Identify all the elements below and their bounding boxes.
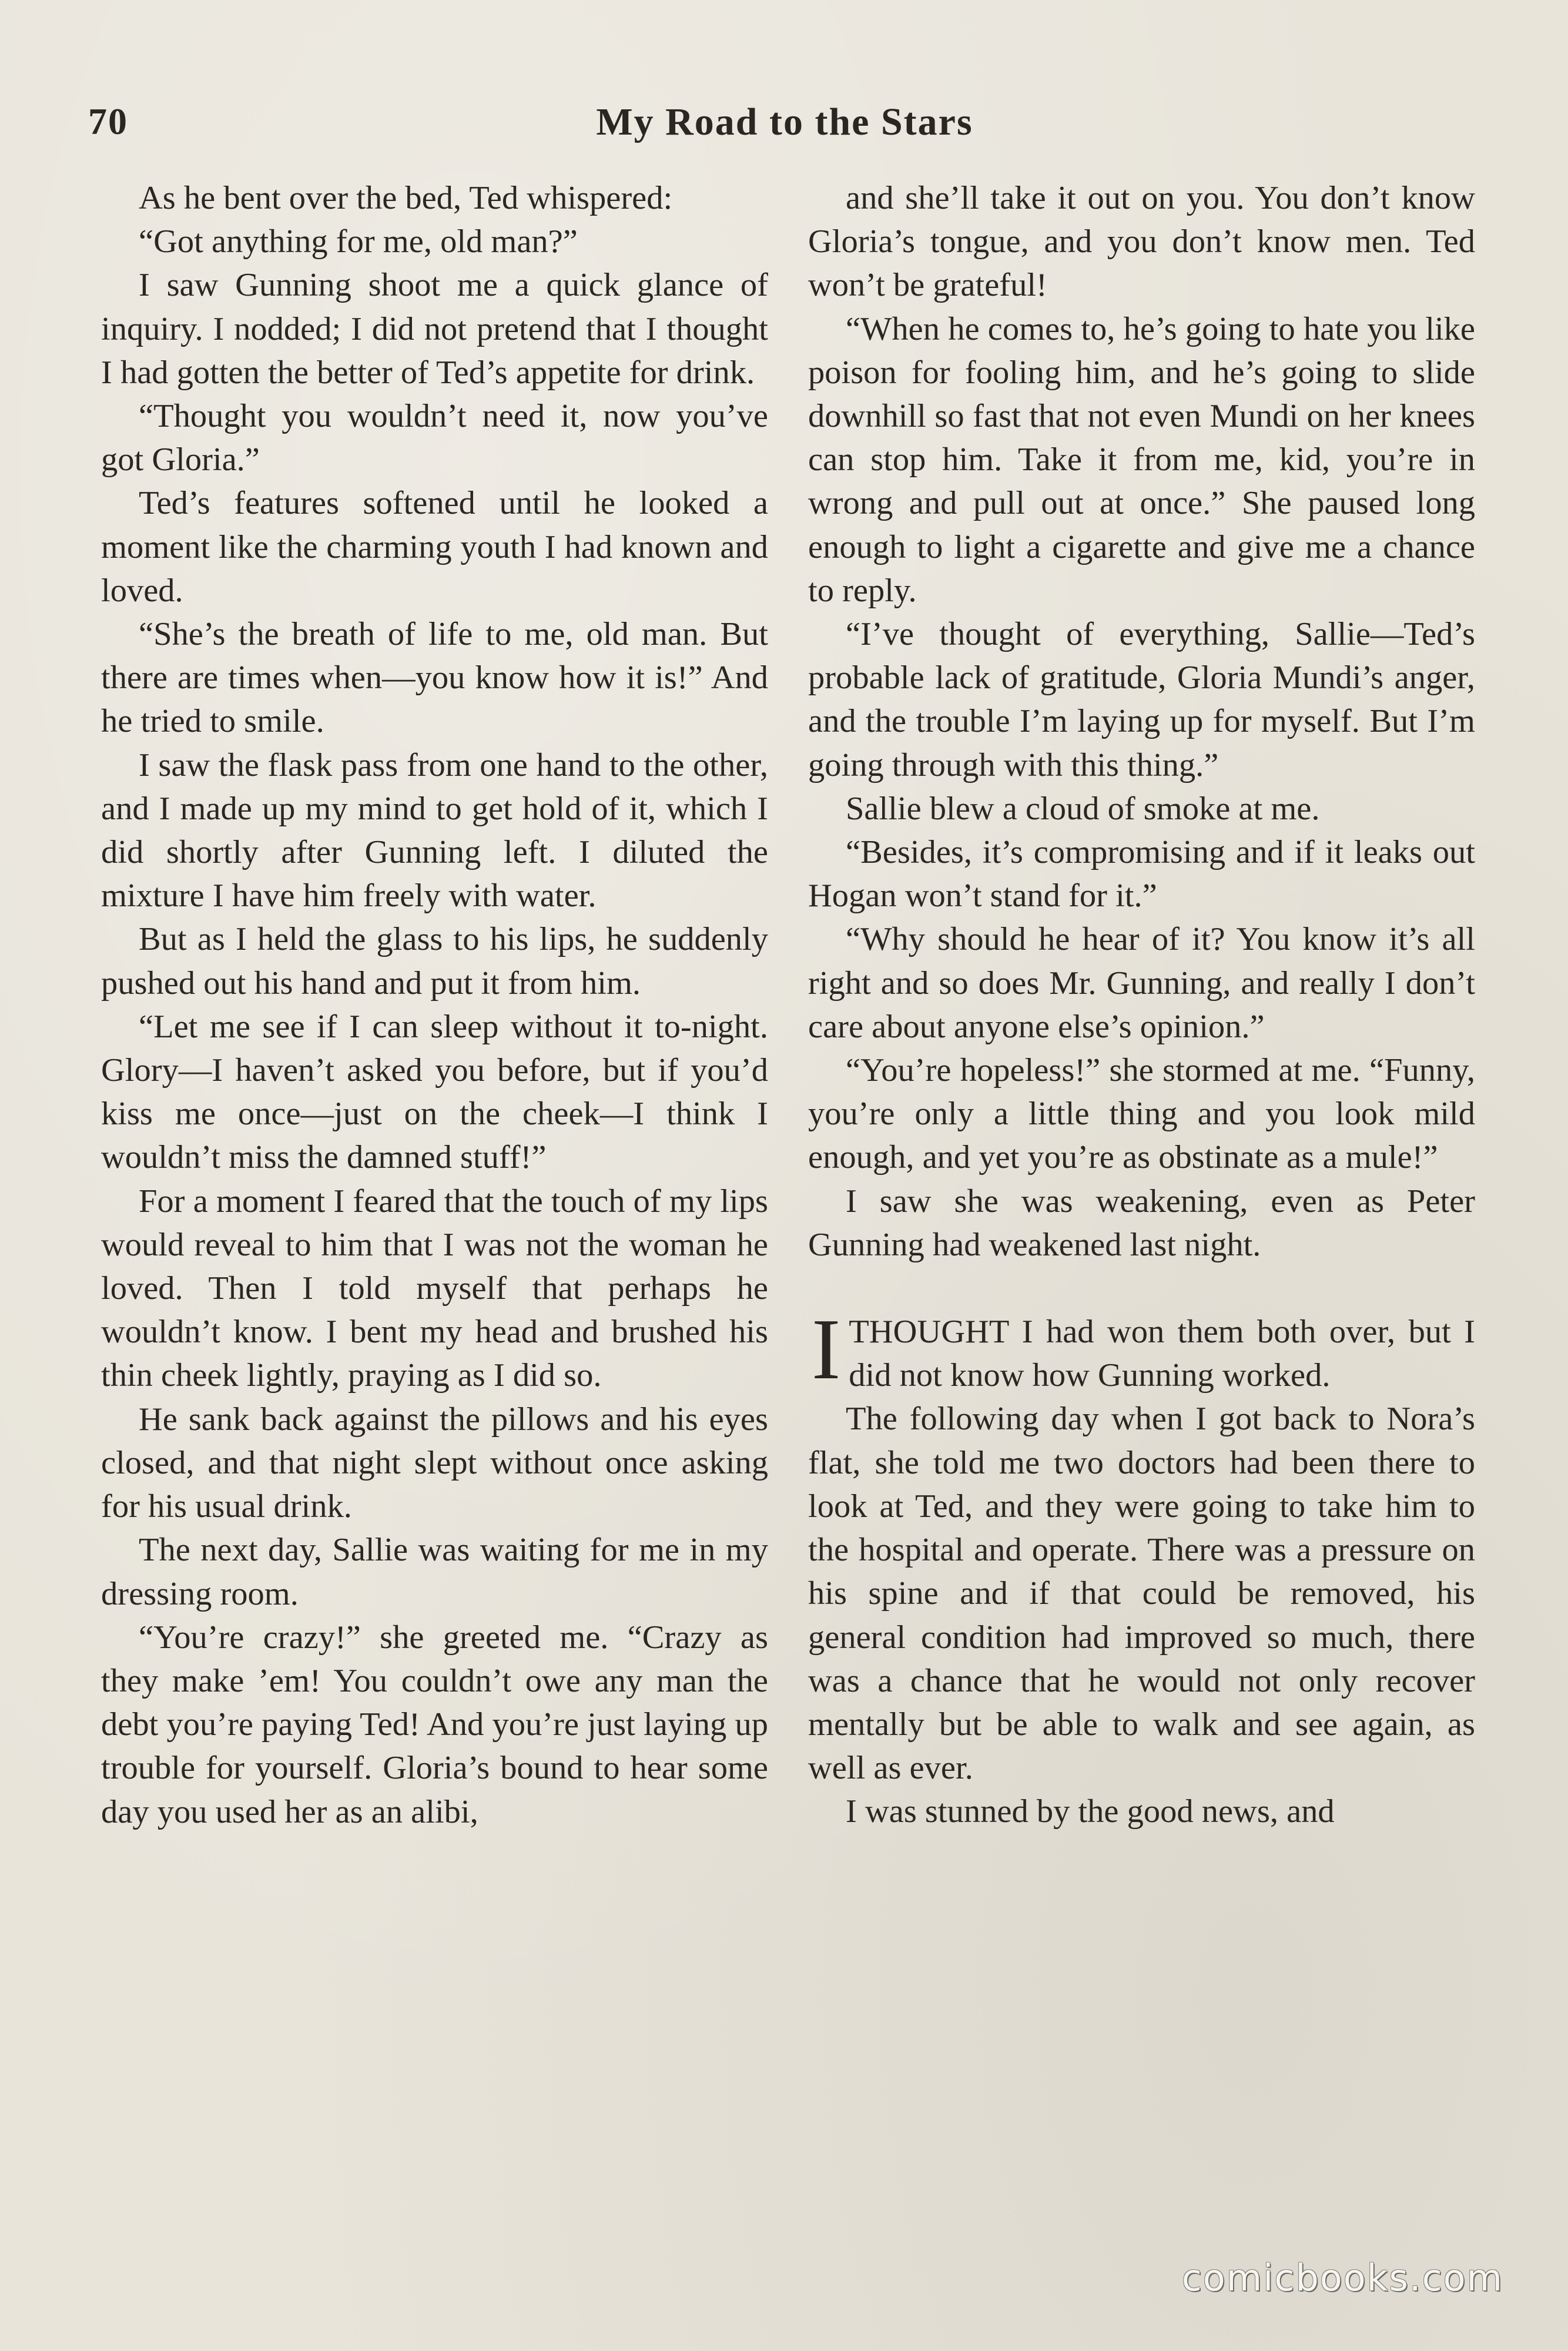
paragraph: “Besides, it’s compromising and if it leaks out Hogan won’t stand for it.” — [808, 834, 1475, 915]
paragraph: “She’s the breath of life to me, old man. But there are times when—you know how it is!” And he tried to smile. — [101, 616, 768, 740]
running-head — [88, 100, 1481, 153]
paragraph: I saw she was weakening, even as Peter Gunning had weakened last night. — [808, 1183, 1475, 1263]
paragraph: For a moment I feared that the touch of my lips would reveal to him that I was not the woman he loved. Then I told myself that perhaps he wouldn’t know. I bent my head and brushed his thin cheek lightly, praying as I did so. — [101, 1183, 768, 1394]
paragraph: “When he comes to, he’s going to hate you like poison for fooling him, and he’s going to slide downhill so fast that not even Mundi on her knees can stop him. Take it from me, kid, you’re in wrong and pull out at once.” She paused long enough to light a cigarette and give me a chance to reply. — [808, 310, 1475, 609]
paragraph: “I’ve thought of everything, Sallie—Ted’s probable lack of gratitude, Gloria Mundi’s anger, and the trouble I’m laying up for myself. But I’m going through with this thing.” — [808, 616, 1475, 783]
watermark: comicbooks.com — [1181, 2256, 1503, 2299]
section-break — [808, 1267, 1475, 1310]
paragraph: The next day, Sallie was waiting for me in my dressing room. — [101, 1532, 768, 1612]
paragraph: As he bent over the bed, Ted whispered: — [139, 180, 673, 216]
paragraph: He sank back against the pillows and his eyes closed, and that night slept without once asking for his usual drink. — [101, 1401, 768, 1525]
opening-text: THOUGHT I had won them both over, but I did not know how Gunning worked. — [849, 1314, 1475, 1394]
drop-cap: I — [812, 1301, 841, 1398]
paragraph: “Let me see if I can sleep without it to-night. Glory—I haven’t asked you before, but if you’d kiss me once—just on the cheek—I think I wouldn’t miss the damned stuff!” — [101, 1008, 768, 1176]
paragraph: “Thought you wouldn’t need it, now you’ve got Gloria.” — [101, 398, 768, 478]
section-opening-paragraph — [808, 1301, 1475, 1398]
paragraph: “Got anything for me, old man?” — [139, 223, 578, 260]
paragraph: I saw Gunning shoot me a quick glance of inquiry. I nodded; I did not pretend that I thought I had gotten the better of Ted’s appetite for drink. — [101, 267, 768, 391]
paragraph: and she’ll take it out on you. You don’t know Gloria’s tongue, and you don’t know men. Ted won’t be grateful! — [808, 180, 1475, 304]
paragraph: Ted’s features softened until he looked a moment like the charming youth I had known and loved. — [101, 485, 768, 609]
paragraph: “You’re hopeless!” she stormed at me. “Funny, you’re only a little thing and you look mild enough, and yet you’re as obstinate as a mule!” — [808, 1052, 1475, 1176]
book-title: My Road to the Stars — [596, 101, 973, 143]
right-column — [808, 176, 1475, 1834]
paragraph: Sallie blew a cloud of smoke at me. — [846, 790, 1320, 827]
paragraph: “Why should he hear of it? You know it’s all right and so does Mr. Gunning, and really I don’t care about anyone else’s opinion.” — [808, 921, 1475, 1045]
paragraph: I was stunned by the good news, and — [846, 1793, 1335, 1830]
paragraph: “You’re crazy!” she greeted me. “Crazy as they make ’em! You couldn’t owe any man the debt you’re paying Ted! And you’re just laying up trouble for yourself. Gloria’s bound to hear some day you used her as an alibi, — [101, 1619, 768, 1830]
paragraph: But as I held the glass to his lips, he suddenly pushed out his hand and put it from him. — [101, 921, 768, 1002]
left-column — [101, 176, 768, 1834]
paragraph: The following day when I got back to Nora’s flat, she told me two doctors had been there to look at Ted, and they were going to take him to the hospital and operate. There was a pressure on his spine and if that could be removed, his general condition had improved so much, there was a chance that he would not only recover mentally but be able to walk and see again, as well as ever. — [808, 1401, 1475, 1787]
page-number: 70 — [88, 101, 128, 142]
paragraph: I saw the flask pass from one hand to the other, and I made up my mind to get hold of it, which I did shortly after Gunning left. I diluted the mixture I have him freely with water. — [101, 746, 768, 915]
